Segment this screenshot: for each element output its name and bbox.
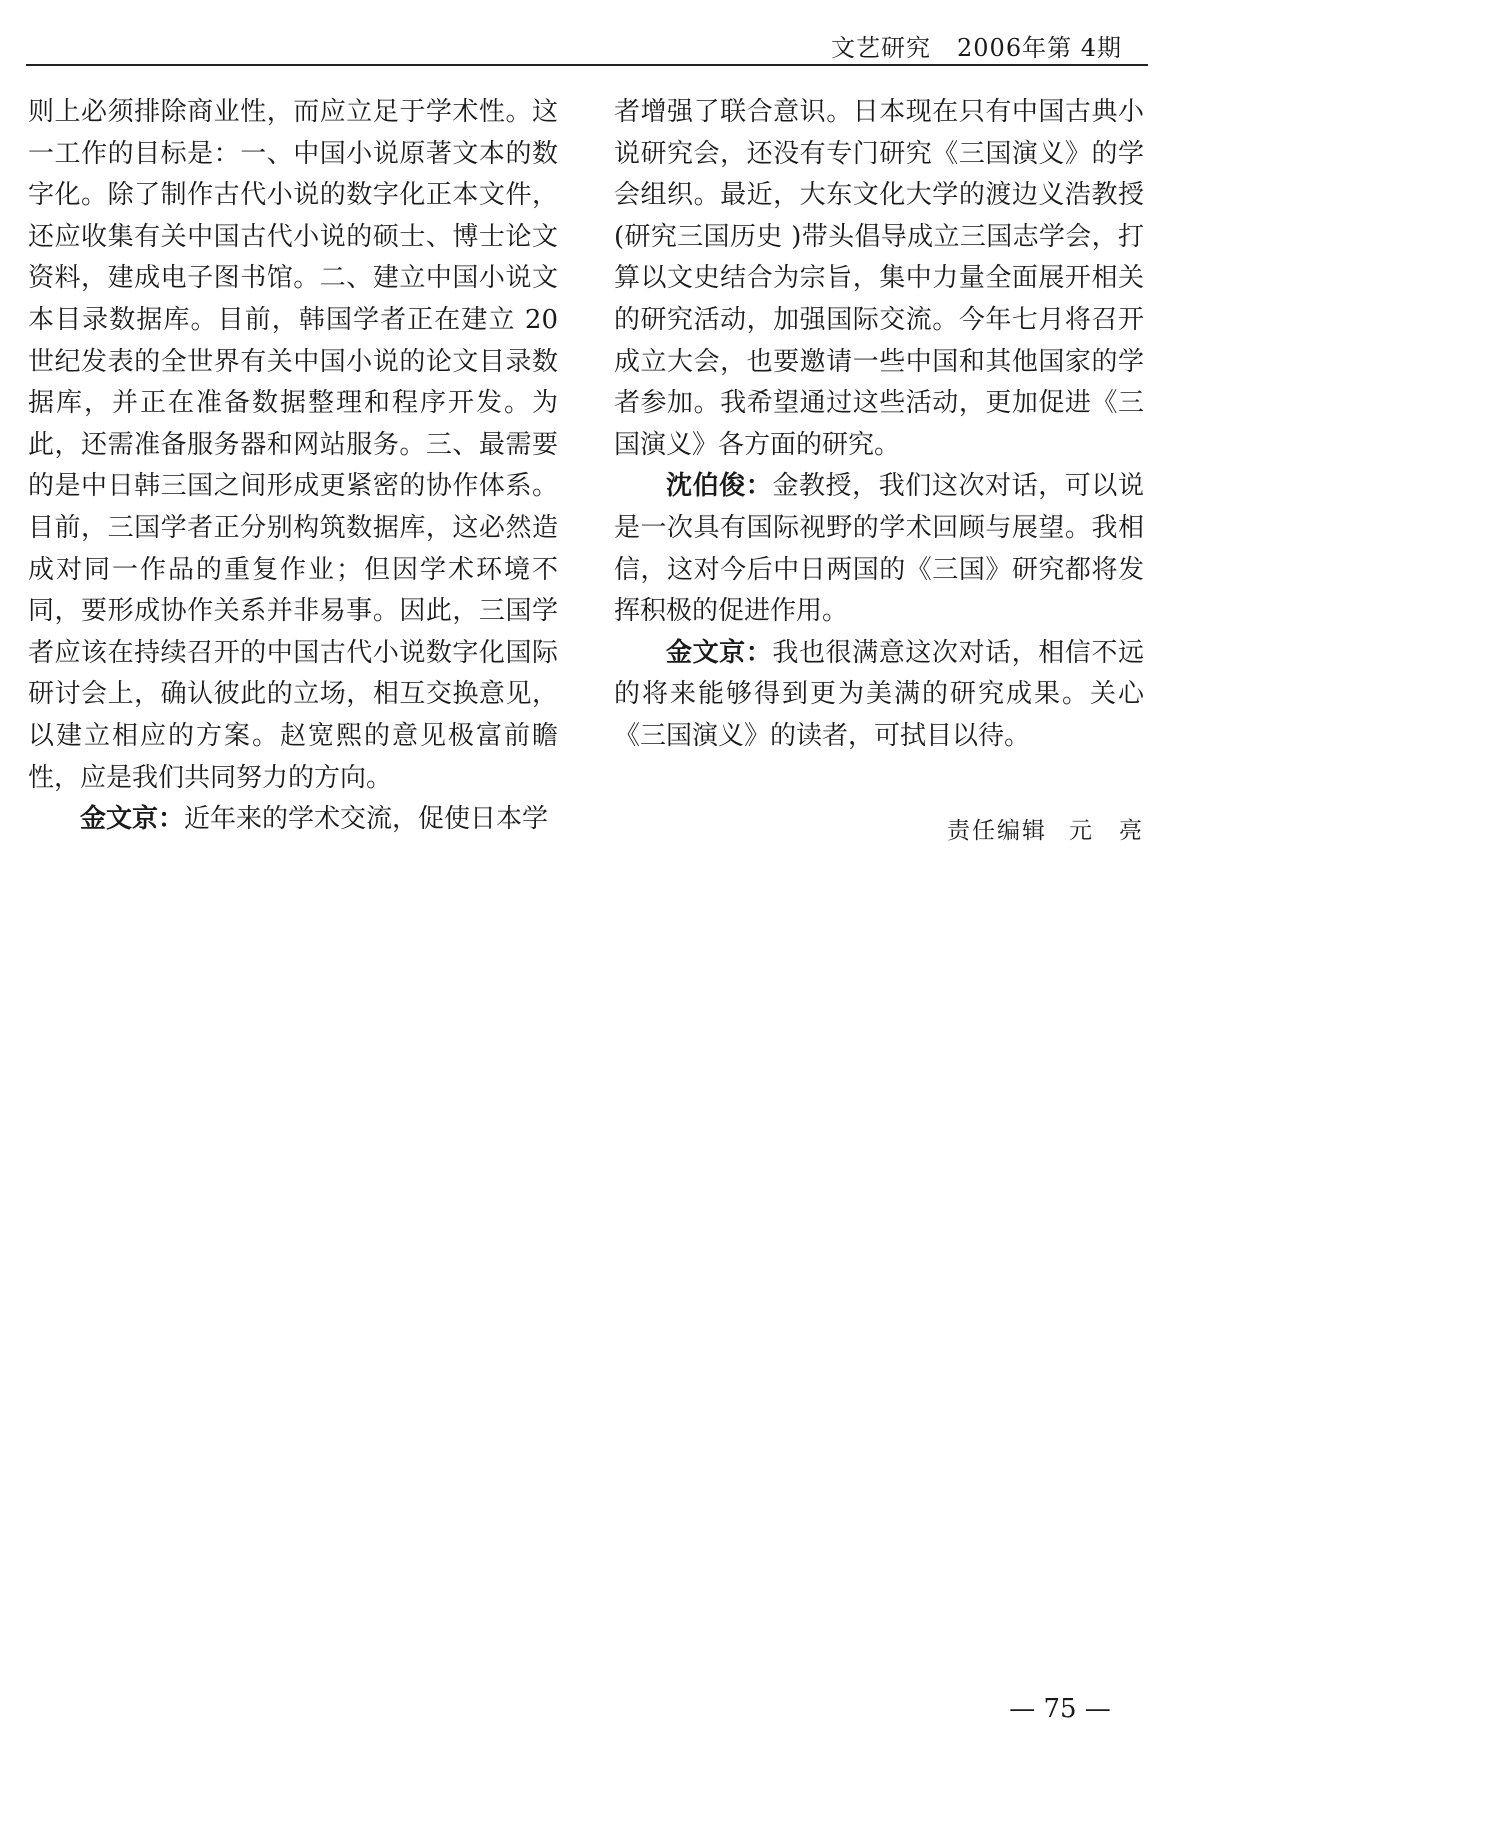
header-text <box>831 28 1122 63</box>
responsible-editor <box>614 812 1144 845</box>
issue-label: 2006年第 4期 <box>957 34 1122 62</box>
paragraph: 则上必须排除商业性，而应立足于学术性。这一工作的目标是：一、中国小说原著文本的数字化。除了制作古代小说的数字化正本文件，还应收集有关中国古代小说的硕士、博士论文资料，建成电子图书馆。二、建立中国小说文本目录数据库。目前，韩国学者正在建立 20世纪发表的全世界有关中国小说的论文目录数据库，并正在准备数据整理和程序开发。为此，还需准备服务器和网站服务。三、最需要的是中日韩三国之间形成更紧密的协作体系。目前，三国学者正分别构筑数据库，这必然造成对同一作品的重复作业；但因学术环境不同，要形成协作关系并非易事。因此，三国学者应该在持续召开的中国古代小说数字化国际研讨会上，确认彼此的立场，相互交换意见，以建立相应的方案。赵宽熙的意见极富前瞻性，应是我们共同努力的方向。 <box>28 97 558 793</box>
right-column <box>614 92 1144 758</box>
editor-name: 元 亮 <box>1069 818 1144 844</box>
page-number: — 75 — <box>1009 1694 1111 1724</box>
editor-label: 责任编辑 <box>947 818 1047 844</box>
speech-text: 金教授，我们这次对话，可以说是一次具有国际视野的学术回顾与展望。我相信，这对今后中日两国的《三国》研究都将发挥积极的促进作用。 <box>614 471 1144 627</box>
paragraph <box>28 799 558 841</box>
speaker-name: 沈伯俊： <box>666 471 773 502</box>
paragraph <box>614 466 1144 632</box>
speech-text: 我也很满意这次对话，相信不远的将来能够得到更为美满的研究成果。关心《三国演义》的读者，可拭目以待。 <box>614 637 1144 751</box>
left-column <box>28 92 558 841</box>
paragraph: 者增强了联合意识。日本现在只有中国古典小说研究会，还没有专门研究《三国演义》的学会组织。最近，大东文化大学的渡边义浩教授 (研究三国历史 )带头倡导成立三国志学会，打算以文史结合为宗旨，集中力量全面展开相关的研究活动，加强国际交流。今年七月将召开成立大会，也要邀请一些中国和其他国家的学者参加。我希望通过这些活动，更加促进《三国演义》各方面的研究。 <box>614 97 1144 460</box>
speaker-name: 金文京： <box>80 804 185 835</box>
speech-text: 近年来的学术交流，促使日本学 <box>184 804 549 835</box>
running-header <box>26 24 1148 66</box>
paragraph <box>614 633 1144 758</box>
speaker-name: 金文京： <box>666 637 773 668</box>
journal-name: 文艺研究 <box>831 34 932 62</box>
